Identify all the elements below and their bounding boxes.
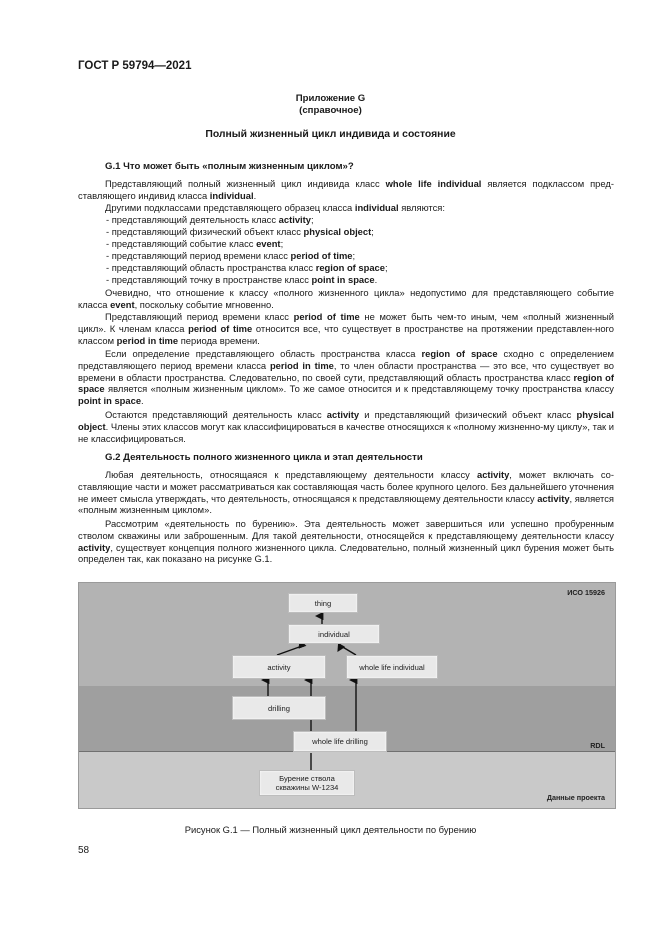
document-header: ГОСТ Р 59794—2021: [78, 60, 192, 72]
paragraph-1: Представляющий полный жизненный цикл индивида класс whole life individual является подклассом пред-ставляющего индивид класса individual.: [78, 178, 614, 201]
paragraph-8: Рассмотрим «деятельность по бурению». Эта деятельность может завершиться или успешно пробуренным стволом скважины или заброшенным. Для такой деятельности, относящейся к представляющему деятельности классу activity, существует концепция полного жизненного цикла. Следовательно, полный жизненный цикл бурения может быть определен так, как показано на рисунке G.1.: [78, 518, 614, 565]
box-activity: activity: [232, 655, 326, 679]
paragraph-3: Очевидно, что отношение к классу «полного жизненного цикла» недопустимо для представляющего событие класса event, поскольку событие мгновенно.: [78, 287, 614, 310]
paragraph-5: Если определение представляющего область пространства класса region of space сходно с определением представляющего период времени класса period in time, то член области пространства — это все, что существует во времени в области пространства. Следовательно, по своей сути, представляющий область пространства класс region of space является «полным жизненным циклом». То же самое относится и к представляющему точку пространства классу point in space.: [78, 348, 614, 407]
iso-label: ИСО 15926: [567, 588, 605, 597]
list-item: - представляющий событие класс event;: [106, 238, 284, 249]
arrow-activity-individual: [277, 646, 302, 655]
figure-caption: Рисунок G.1 — Полный жизненный цикл деятельности по бурению: [184, 824, 477, 835]
section-g1-title: G.1 Что может быть «полным жизненным циклом»?: [105, 161, 354, 172]
box-borehole-instance: Бурение ствола скважины W-1234: [259, 770, 355, 796]
annex-heading: Полный жизненный цикл индивида и состояние: [205, 129, 456, 140]
list-item: - представляющий деятельность класс activity;: [106, 214, 314, 225]
rdl-label: RDL: [590, 741, 605, 750]
paragraph-2: Другими подклассами представляющего образец класса individual являются:: [105, 202, 445, 213]
box-individual: individual: [288, 624, 380, 644]
box-thing: thing: [288, 593, 358, 613]
section-g2-title: G.2 Деятельность полного жизненного цикла и этап деятельности: [105, 452, 423, 463]
list-item: - представляющий физический объект класс physical object;: [106, 226, 374, 237]
annex-title: Приложение G: [295, 93, 366, 104]
box-whole-life-drilling: whole life drilling: [293, 731, 387, 752]
box-drilling: drilling: [232, 696, 326, 720]
project-data-label: Данные проекта: [546, 793, 605, 802]
annex-note: (справочное): [299, 105, 362, 116]
paragraph-7: Любая деятельность, относящаяся к представляющему деятельности классу activity, может включать со-ставляющие части и может рассматриваться как составляющая часть более крупного целого. Без дальнейшего уточнения не имеет смысла утверждать, что деятельность, относящаяся к представляющему деятельности классу activity, является «полным жизненным циклом».: [78, 469, 615, 516]
list-item: - представляющий точку в пространстве класс point in space.: [106, 274, 378, 285]
arrow-wli-individual: [341, 646, 356, 655]
list-item: - представляющий период времени класс period of time;: [106, 250, 356, 261]
figure-diagram: [78, 582, 616, 809]
list-item: - представляющий область пространства класс region of space;: [106, 262, 388, 273]
paragraph-4: Представляющий период времени класс period of time не может быть чем-то иным, чем «полный жизненный цикл». К членам класса period of time относится все, что существует в пространстве на протяжении представлен-ного классом period in time периода времени.: [78, 311, 614, 346]
page-number: 58: [78, 845, 90, 856]
box-whole-life-individual: whole life individual: [346, 655, 438, 679]
paragraph-6: Остаются представляющий деятельность класс activity и представляющий физический объект класс physical object. Члены этих классов могут как классифицироваться в качестве относящихся к «полному жизненно-му циклу», так и не классифицироваться.: [78, 409, 614, 444]
